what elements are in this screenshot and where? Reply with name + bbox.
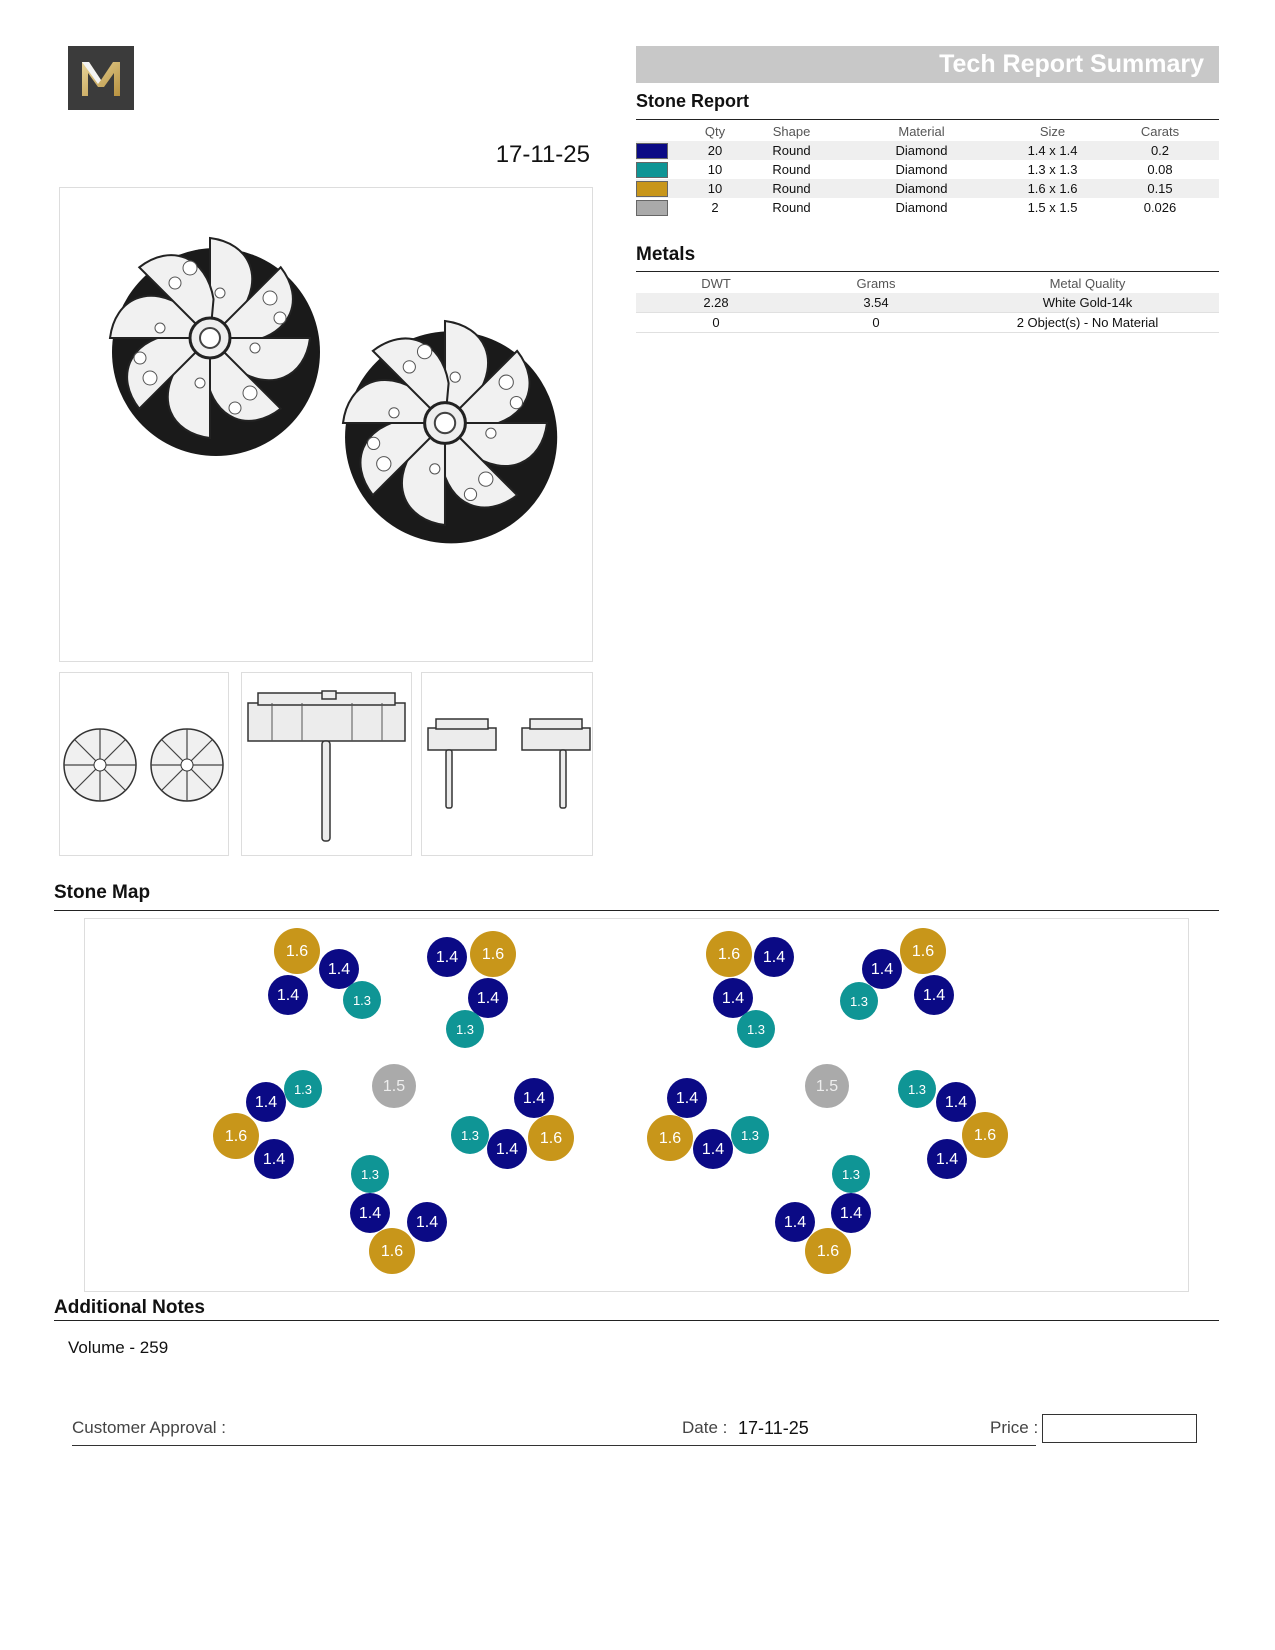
- color-swatch: [636, 200, 668, 216]
- additional-notes-title: Additional Notes: [54, 1297, 205, 1318]
- stone-size-label: 1.4: [839, 1205, 863, 1222]
- metals-title: Metals: [636, 244, 696, 265]
- table-row: [636, 160, 1219, 179]
- stone-size-label: 1.4: [254, 1094, 278, 1111]
- stone-marker: [487, 1129, 527, 1169]
- stone-size-label: 1.3: [352, 993, 372, 1008]
- section-divider: [636, 271, 1219, 272]
- table-cell: 2.28: [636, 293, 796, 313]
- table-cell: 2: [711, 200, 719, 215]
- stone-marker: [914, 975, 954, 1015]
- stone-map-title: Stone Map: [54, 882, 151, 903]
- stone-marker: [840, 982, 878, 1020]
- price-label: Price :: [990, 1418, 1039, 1437]
- stone-size-label: 1.3: [460, 1128, 480, 1143]
- stone-size-label: 1.4: [262, 1151, 286, 1168]
- stone-size-label: 1.3: [293, 1082, 313, 1097]
- stone-marker: [350, 1193, 390, 1233]
- stone-marker: [832, 1155, 870, 1193]
- stone-marker: [372, 1064, 416, 1108]
- color-swatch: [636, 181, 668, 197]
- table-cell: 1.6 x 1.6: [1004, 179, 1101, 198]
- stone-size-label: 1.3: [740, 1128, 760, 1143]
- stone-size-label: 1.4: [783, 1214, 807, 1231]
- stone-marker: [737, 1010, 775, 1048]
- stone-marker: [246, 1082, 286, 1122]
- report-title: Tech Report Summary: [939, 50, 1204, 78]
- stone-size-label: 1.3: [841, 1167, 861, 1182]
- stone-map-diagram: [85, 919, 1188, 1291]
- table-cell: 1.5 x 1.5: [1027, 200, 1078, 215]
- stone-size-label: 1.6: [973, 1127, 997, 1144]
- stone-size-label: 1.6: [539, 1130, 563, 1147]
- table-row: [636, 179, 1219, 198]
- stone-size-label: 1.6: [481, 946, 505, 963]
- stone-report-table: [636, 122, 1219, 217]
- stone-marker: [369, 1228, 415, 1274]
- stone-marker: [805, 1228, 851, 1274]
- stone-size-label: 1.4: [922, 987, 946, 1004]
- customer-approval-label: Customer Approval :: [72, 1418, 227, 1437]
- stone-marker: [898, 1070, 936, 1108]
- table-header-row: [636, 122, 1219, 141]
- stone-marker: [468, 978, 508, 1018]
- stone-size-label: 1.4: [476, 990, 500, 1007]
- thumbnail-top-view[interactable]: [59, 672, 229, 856]
- stone-size-label: 1.4: [675, 1090, 699, 1107]
- column-header: Shape: [772, 124, 811, 139]
- column-header: Carats: [1140, 124, 1180, 139]
- stone-size-label: 1.4: [522, 1090, 546, 1107]
- table-row: [636, 293, 1219, 313]
- metals-table: [636, 274, 1219, 333]
- table-cell: Round: [744, 179, 839, 198]
- company-logo: [68, 46, 134, 110]
- stone-marker: [451, 1116, 489, 1154]
- price-field[interactable]: [1042, 1414, 1197, 1443]
- table-cell: 0.026: [1143, 200, 1177, 215]
- stone-marker: [831, 1193, 871, 1233]
- table-cell: 0.2: [1101, 141, 1219, 160]
- table-cell: Diamond: [839, 141, 1004, 160]
- thumbnail-side-view[interactable]: [241, 672, 412, 856]
- stone-marker: [962, 1112, 1008, 1158]
- stone-marker: [470, 931, 516, 977]
- notes-text: Volume - 259: [68, 1338, 169, 1357]
- column-header: Size: [1039, 124, 1066, 139]
- table-cell: 10: [686, 179, 744, 198]
- stone-marker: [693, 1129, 733, 1169]
- stone-marker: [528, 1115, 574, 1161]
- table-row: [636, 141, 1219, 160]
- stone-marker: [805, 1064, 849, 1108]
- report-title-bar: [636, 46, 1219, 83]
- stone-size-label: 1.4: [721, 990, 745, 1007]
- column-header: Material: [898, 124, 945, 139]
- stone-size-label: 1.4: [276, 987, 300, 1004]
- stone-marker: [319, 949, 359, 989]
- stone-size-label: 1.3: [360, 1167, 380, 1182]
- stone-marker: [351, 1155, 389, 1193]
- stone-marker: [927, 1139, 967, 1179]
- stone-size-label: 1.4: [415, 1214, 439, 1231]
- table-cell: Diamond: [839, 179, 1004, 198]
- section-divider: [54, 1320, 1219, 1321]
- table-cell: 0.08: [1147, 162, 1173, 177]
- stone-marker: [775, 1202, 815, 1242]
- stone-marker: [754, 937, 794, 977]
- stone-marker: [427, 937, 467, 977]
- stone-marker: [407, 1202, 447, 1242]
- stone-size-label: 1.6: [658, 1130, 682, 1147]
- stone-size-label: 1.6: [380, 1243, 404, 1260]
- stone-report-title: Stone Report: [636, 91, 750, 111]
- stone-marker: [446, 1010, 484, 1048]
- stone-marker: [706, 931, 752, 977]
- table-cell: 20: [686, 141, 744, 160]
- table-row: [636, 313, 1219, 333]
- thumbnail-front-view[interactable]: [421, 672, 593, 856]
- table-cell: Round: [772, 200, 811, 215]
- earring-render-image: [60, 188, 592, 661]
- table-cell: Round: [772, 162, 811, 177]
- stone-size-label: 1.4: [762, 949, 786, 966]
- stone-size-label: 1.4: [944, 1094, 968, 1111]
- column-header: Grams: [856, 276, 896, 291]
- table-cell: 0.15: [1101, 179, 1219, 198]
- color-swatch: [636, 162, 668, 178]
- signature-line: [72, 1445, 1036, 1446]
- column-header: DWT: [701, 276, 731, 291]
- stone-size-label: 1.4: [435, 949, 459, 966]
- stone-size-label: 1.3: [907, 1082, 927, 1097]
- table-cell: 10: [707, 162, 723, 177]
- stone-size-label: 1.4: [701, 1141, 725, 1158]
- stone-size-label: 1.4: [495, 1141, 519, 1158]
- stone-marker: [514, 1078, 554, 1118]
- stone-size-label: 1.4: [935, 1151, 959, 1168]
- table-cell: 0: [636, 313, 796, 333]
- stone-marker: [936, 1082, 976, 1122]
- stone-size-label: 1.6: [224, 1128, 248, 1145]
- approval-date-value: 17-11-25: [738, 1418, 809, 1438]
- stone-size-label: 1.5: [382, 1078, 406, 1095]
- stone-size-label: 1.6: [816, 1243, 840, 1260]
- stone-marker: [274, 928, 320, 974]
- stone-marker: [343, 981, 381, 1019]
- table-row: [636, 198, 1219, 217]
- stone-marker: [900, 928, 946, 974]
- date-label: Date :: [682, 1418, 728, 1437]
- stone-marker: [284, 1070, 322, 1108]
- stone-marker: [862, 949, 902, 989]
- table-header-row: [636, 274, 1219, 293]
- stone-marker: [268, 975, 308, 1015]
- stone-size-label: 1.4: [327, 961, 351, 978]
- stone-size-label: 1.5: [815, 1078, 839, 1095]
- table-cell: 1.3 x 1.3: [1027, 162, 1078, 177]
- stone-marker: [713, 978, 753, 1018]
- column-header: Qty: [704, 124, 726, 139]
- stone-marker: [254, 1139, 294, 1179]
- stone-size-label: 1.3: [455, 1022, 475, 1037]
- column-header: Metal Quality: [1049, 276, 1126, 291]
- table-cell: Diamond: [895, 200, 948, 215]
- stone-size-label: 1.4: [870, 961, 894, 978]
- stone-size-label: 1.6: [717, 946, 741, 963]
- table-cell: White Gold-14k: [956, 293, 1219, 313]
- table-cell: Diamond: [895, 162, 948, 177]
- stone-size-label: 1.6: [285, 943, 309, 960]
- stone-size-label: 1.4: [358, 1205, 382, 1222]
- main-render-view: [59, 187, 593, 662]
- table-cell: Round: [744, 141, 839, 160]
- stone-map: [84, 918, 1189, 1292]
- table-cell: 1.4 x 1.4: [1004, 141, 1101, 160]
- section-divider: [54, 910, 1219, 911]
- stone-marker: [213, 1113, 259, 1159]
- report-date: 17-11-25: [495, 141, 590, 168]
- stone-size-label: 1.3: [746, 1022, 766, 1037]
- stone-size-label: 1.6: [911, 943, 935, 960]
- table-cell: 0: [796, 313, 956, 333]
- stone-marker: [667, 1078, 707, 1118]
- stone-marker: [731, 1116, 769, 1154]
- color-swatch: [636, 143, 668, 159]
- stone-marker: [647, 1115, 693, 1161]
- table-cell: 2 Object(s) - No Material: [956, 313, 1219, 333]
- stone-size-label: 1.3: [849, 994, 869, 1009]
- table-cell: 3.54: [796, 293, 956, 313]
- section-divider: [636, 119, 1219, 120]
